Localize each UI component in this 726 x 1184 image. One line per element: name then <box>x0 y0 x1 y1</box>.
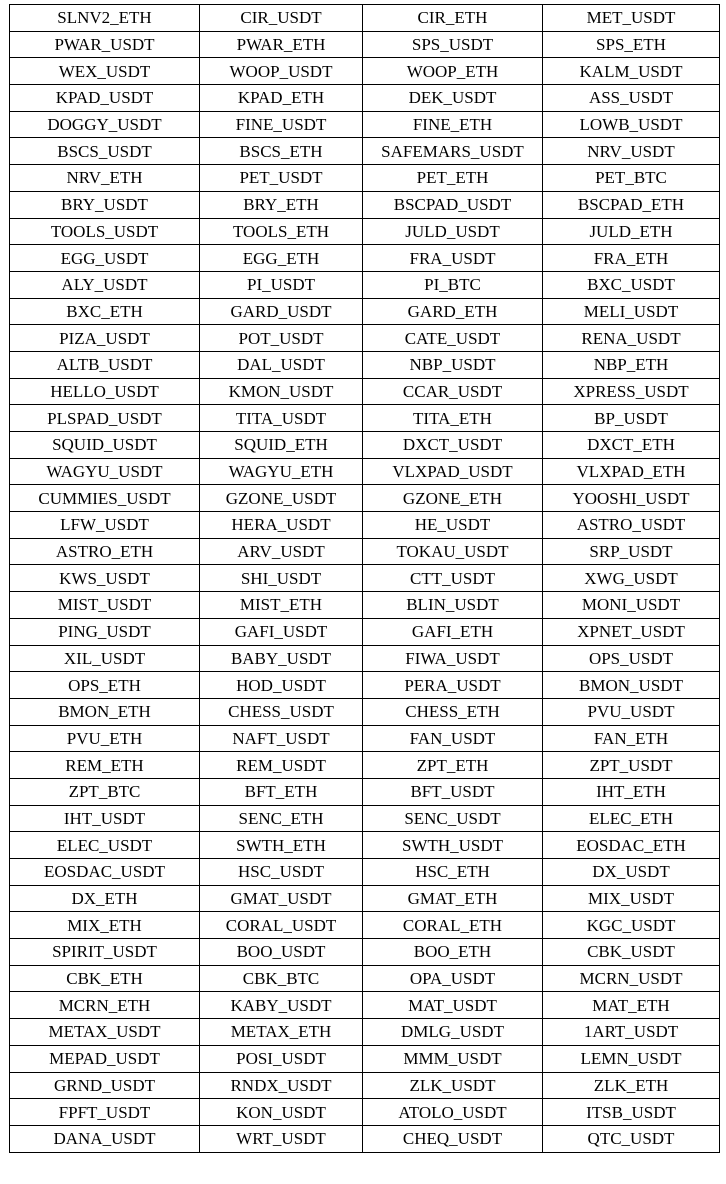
table-row <box>10 512 720 539</box>
table-cell: ATOLO_USDT <box>363 1099 543 1126</box>
table-row <box>10 1072 720 1099</box>
table-cell: BXC_ETH <box>10 298 200 325</box>
table-cell: PET_ETH <box>363 165 543 192</box>
table-cell: PWAR_USDT <box>10 31 200 58</box>
table-cell: REM_USDT <box>200 752 363 779</box>
table-cell: BSCPAD_USDT <box>363 191 543 218</box>
table-cell: FAN_ETH <box>543 725 720 752</box>
table-cell: MIX_USDT <box>543 885 720 912</box>
table-cell: KMON_USDT <box>200 378 363 405</box>
table-cell: CIR_USDT <box>200 5 363 32</box>
table-row <box>10 725 720 752</box>
table-row <box>10 939 720 966</box>
table-row <box>10 1019 720 1046</box>
table-row <box>10 618 720 645</box>
table-cell: XPNET_USDT <box>543 618 720 645</box>
table-cell: DXCT_USDT <box>363 432 543 459</box>
table-row <box>10 592 720 619</box>
table-row <box>10 245 720 272</box>
table-cell: ELEC_ETH <box>543 805 720 832</box>
table-row <box>10 218 720 245</box>
table-cell: EGG_ETH <box>200 245 363 272</box>
table-cell: KALM_USDT <box>543 58 720 85</box>
table-row <box>10 111 720 138</box>
table-cell: PERA_USDT <box>363 672 543 699</box>
table-row <box>10 191 720 218</box>
table-cell: REM_ETH <box>10 752 200 779</box>
table-cell: KABY_USDT <box>200 992 363 1019</box>
trading-pairs-table-body <box>10 5 720 1153</box>
table-cell: GARD_USDT <box>200 298 363 325</box>
table-cell: FINE_USDT <box>200 111 363 138</box>
table-row <box>10 1045 720 1072</box>
trading-pairs-table <box>9 4 720 1153</box>
table-cell: GAFI_USDT <box>200 618 363 645</box>
table-cell: IHT_ETH <box>543 778 720 805</box>
table-cell: PLSPAD_USDT <box>10 405 200 432</box>
table-cell: GMAT_ETH <box>363 885 543 912</box>
table-cell: HE_USDT <box>363 512 543 539</box>
table-cell: GAFI_ETH <box>363 618 543 645</box>
table-cell: NAFT_USDT <box>200 725 363 752</box>
table-cell: FAN_USDT <box>363 725 543 752</box>
table-cell: POT_USDT <box>200 325 363 352</box>
table-cell: MEPAD_USDT <box>10 1045 200 1072</box>
table-cell: MIST_USDT <box>10 592 200 619</box>
table-cell: WOOP_USDT <box>200 58 363 85</box>
table-cell: GMAT_USDT <box>200 885 363 912</box>
table-row <box>10 85 720 112</box>
table-cell: PET_BTC <box>543 165 720 192</box>
table-cell: MONI_USDT <box>543 592 720 619</box>
table-cell: DAL_USDT <box>200 351 363 378</box>
table-cell: CCAR_USDT <box>363 378 543 405</box>
table-cell: IHT_USDT <box>10 805 200 832</box>
table-cell: ALY_USDT <box>10 271 200 298</box>
table-cell: ALTB_USDT <box>10 351 200 378</box>
table-cell: HSC_USDT <box>200 859 363 886</box>
table-cell: BMON_USDT <box>543 672 720 699</box>
table-row <box>10 672 720 699</box>
table-cell: ARV_USDT <box>200 538 363 565</box>
table-cell: FRA_ETH <box>543 245 720 272</box>
table-cell: SLNV2_ETH <box>10 5 200 32</box>
table-row <box>10 325 720 352</box>
table-cell: SQUID_ETH <box>200 432 363 459</box>
table-cell: FPFT_USDT <box>10 1099 200 1126</box>
table-cell: YOOSHI_USDT <box>543 485 720 512</box>
table-row <box>10 351 720 378</box>
table-cell: CORAL_USDT <box>200 912 363 939</box>
table-cell: ASS_USDT <box>543 85 720 112</box>
table-cell: BFT_ETH <box>200 778 363 805</box>
table-row <box>10 298 720 325</box>
table-cell: SWTH_ETH <box>200 832 363 859</box>
table-cell: BSCS_USDT <box>10 138 200 165</box>
table-cell: RNDX_USDT <box>200 1072 363 1099</box>
table-cell: OPA_USDT <box>363 965 543 992</box>
table-cell: WAGYU_ETH <box>200 458 363 485</box>
table-cell: MIX_ETH <box>10 912 200 939</box>
table-row <box>10 912 720 939</box>
table-cell: NBP_ETH <box>543 351 720 378</box>
table-cell: TOKAU_USDT <box>363 538 543 565</box>
table-cell: GZONE_USDT <box>200 485 363 512</box>
table-cell: GRND_USDT <box>10 1072 200 1099</box>
table-cell: PWAR_ETH <box>200 31 363 58</box>
table-row <box>10 378 720 405</box>
table-cell: CBK_BTC <box>200 965 363 992</box>
table-cell: SHI_USDT <box>200 565 363 592</box>
table-row <box>10 458 720 485</box>
table-cell: CBK_USDT <box>543 939 720 966</box>
table-row <box>10 538 720 565</box>
table-cell: GZONE_ETH <box>363 485 543 512</box>
table-cell: CUMMIES_USDT <box>10 485 200 512</box>
table-cell: PVU_USDT <box>543 698 720 725</box>
table-cell: DMLG_USDT <box>363 1019 543 1046</box>
table-cell: POSI_USDT <box>200 1045 363 1072</box>
table-cell: DX_ETH <box>10 885 200 912</box>
table-cell: OPS_ETH <box>10 672 200 699</box>
table-cell: CHESS_ETH <box>363 698 543 725</box>
table-cell: MET_USDT <box>543 5 720 32</box>
table-cell: ZLK_ETH <box>543 1072 720 1099</box>
table-row <box>10 58 720 85</box>
table-cell: ITSB_USDT <box>543 1099 720 1126</box>
table-cell: NRV_USDT <box>543 138 720 165</box>
table-cell: METAX_ETH <box>200 1019 363 1046</box>
table-cell: WEX_USDT <box>10 58 200 85</box>
table-cell: BSCS_ETH <box>200 138 363 165</box>
table-cell: SPIRIT_USDT <box>10 939 200 966</box>
table-cell: CBK_ETH <box>10 965 200 992</box>
table-cell: TOOLS_USDT <box>10 218 200 245</box>
table-cell: FIWA_USDT <box>363 645 543 672</box>
table-cell: HERA_USDT <box>200 512 363 539</box>
table-cell: PI_BTC <box>363 271 543 298</box>
table-cell: ZPT_USDT <box>543 752 720 779</box>
table-cell: XIL_USDT <box>10 645 200 672</box>
table-cell: WOOP_ETH <box>363 58 543 85</box>
table-cell: PVU_ETH <box>10 725 200 752</box>
table-cell: KGC_USDT <box>543 912 720 939</box>
table-row <box>10 778 720 805</box>
table-cell: HOD_USDT <box>200 672 363 699</box>
table-row <box>10 805 720 832</box>
table-cell: BSCPAD_ETH <box>543 191 720 218</box>
table-cell: LFW_USDT <box>10 512 200 539</box>
table-cell: TOOLS_ETH <box>200 218 363 245</box>
table-cell: METAX_USDT <box>10 1019 200 1046</box>
table-cell: HSC_ETH <box>363 859 543 886</box>
table-cell: SQUID_USDT <box>10 432 200 459</box>
table-cell: ASTRO_ETH <box>10 538 200 565</box>
table-row <box>10 5 720 32</box>
table-row <box>10 832 720 859</box>
table-cell: ZLK_USDT <box>363 1072 543 1099</box>
table-cell: WRT_USDT <box>200 1125 363 1152</box>
table-cell: PI_USDT <box>200 271 363 298</box>
table-row <box>10 138 720 165</box>
table-cell: LEMN_USDT <box>543 1045 720 1072</box>
table-cell: CIR_ETH <box>363 5 543 32</box>
table-cell: TITA_USDT <box>200 405 363 432</box>
table-cell: PET_USDT <box>200 165 363 192</box>
table-row <box>10 31 720 58</box>
table-cell: JULD_USDT <box>363 218 543 245</box>
table-cell: OPS_USDT <box>543 645 720 672</box>
table-cell: XWG_USDT <box>543 565 720 592</box>
table-cell: DOGGY_USDT <box>10 111 200 138</box>
table-cell: ZPT_ETH <box>363 752 543 779</box>
table-cell: QTC_USDT <box>543 1125 720 1152</box>
table-cell: BXC_USDT <box>543 271 720 298</box>
table-cell: BOO_USDT <box>200 939 363 966</box>
table-cell: SRP_USDT <box>543 538 720 565</box>
table-cell: FRA_USDT <box>363 245 543 272</box>
table-cell: CORAL_ETH <box>363 912 543 939</box>
table-cell: MELI_USDT <box>543 298 720 325</box>
table-cell: MAT_ETH <box>543 992 720 1019</box>
table-cell: 1ART_USDT <box>543 1019 720 1046</box>
table-cell: NRV_ETH <box>10 165 200 192</box>
table-row <box>10 645 720 672</box>
table-cell: ZPT_BTC <box>10 778 200 805</box>
table-cell: RENA_USDT <box>543 325 720 352</box>
table-cell: SENC_ETH <box>200 805 363 832</box>
table-cell: SAFEMARS_USDT <box>363 138 543 165</box>
table-cell: KWS_USDT <box>10 565 200 592</box>
table-cell: TITA_ETH <box>363 405 543 432</box>
table-cell: CHEQ_USDT <box>363 1125 543 1152</box>
table-cell: FINE_ETH <box>363 111 543 138</box>
table-row <box>10 698 720 725</box>
table-cell: BRY_USDT <box>10 191 200 218</box>
table-cell: MIST_ETH <box>200 592 363 619</box>
table-cell: DEK_USDT <box>363 85 543 112</box>
table-cell: BP_USDT <box>543 405 720 432</box>
table-cell: KPAD_ETH <box>200 85 363 112</box>
table-cell: VLXPAD_ETH <box>543 458 720 485</box>
table-cell: MCRN_ETH <box>10 992 200 1019</box>
table-row <box>10 965 720 992</box>
table-row <box>10 485 720 512</box>
table-cell: PING_USDT <box>10 618 200 645</box>
table-cell: CATE_USDT <box>363 325 543 352</box>
table-cell: VLXPAD_USDT <box>363 458 543 485</box>
table-row <box>10 271 720 298</box>
trading-pairs-sheet <box>9 4 719 1153</box>
table-cell: KON_USDT <box>200 1099 363 1126</box>
table-cell: SWTH_USDT <box>363 832 543 859</box>
table-cell: BABY_USDT <box>200 645 363 672</box>
table-cell: DX_USDT <box>543 859 720 886</box>
table-cell: ELEC_USDT <box>10 832 200 859</box>
table-cell: EOSDAC_ETH <box>543 832 720 859</box>
table-cell: DXCT_ETH <box>543 432 720 459</box>
table-cell: MMM_USDT <box>363 1045 543 1072</box>
table-cell: MAT_USDT <box>363 992 543 1019</box>
table-cell: SENC_USDT <box>363 805 543 832</box>
table-row <box>10 565 720 592</box>
table-cell: BMON_ETH <box>10 698 200 725</box>
table-row <box>10 432 720 459</box>
table-row <box>10 885 720 912</box>
table-cell: BRY_ETH <box>200 191 363 218</box>
table-cell: BLIN_USDT <box>363 592 543 619</box>
table-row <box>10 859 720 886</box>
table-cell: CHESS_USDT <box>200 698 363 725</box>
table-cell: JULD_ETH <box>543 218 720 245</box>
table-cell: BOO_ETH <box>363 939 543 966</box>
table-cell: PIZA_USDT <box>10 325 200 352</box>
table-cell: SPS_USDT <box>363 31 543 58</box>
table-cell: SPS_ETH <box>543 31 720 58</box>
table-cell: GARD_ETH <box>363 298 543 325</box>
table-cell: LOWB_USDT <box>543 111 720 138</box>
table-row <box>10 405 720 432</box>
table-row <box>10 1099 720 1126</box>
table-cell: NBP_USDT <box>363 351 543 378</box>
table-cell: MCRN_USDT <box>543 965 720 992</box>
table-cell: CTT_USDT <box>363 565 543 592</box>
table-cell: WAGYU_USDT <box>10 458 200 485</box>
table-cell: HELLO_USDT <box>10 378 200 405</box>
table-cell: BFT_USDT <box>363 778 543 805</box>
table-cell: XPRESS_USDT <box>543 378 720 405</box>
table-cell: EGG_USDT <box>10 245 200 272</box>
table-row <box>10 1125 720 1152</box>
table-cell: EOSDAC_USDT <box>10 859 200 886</box>
table-row <box>10 992 720 1019</box>
table-cell: DANA_USDT <box>10 1125 200 1152</box>
table-cell: KPAD_USDT <box>10 85 200 112</box>
table-cell: ASTRO_USDT <box>543 512 720 539</box>
table-row <box>10 752 720 779</box>
table-row <box>10 165 720 192</box>
